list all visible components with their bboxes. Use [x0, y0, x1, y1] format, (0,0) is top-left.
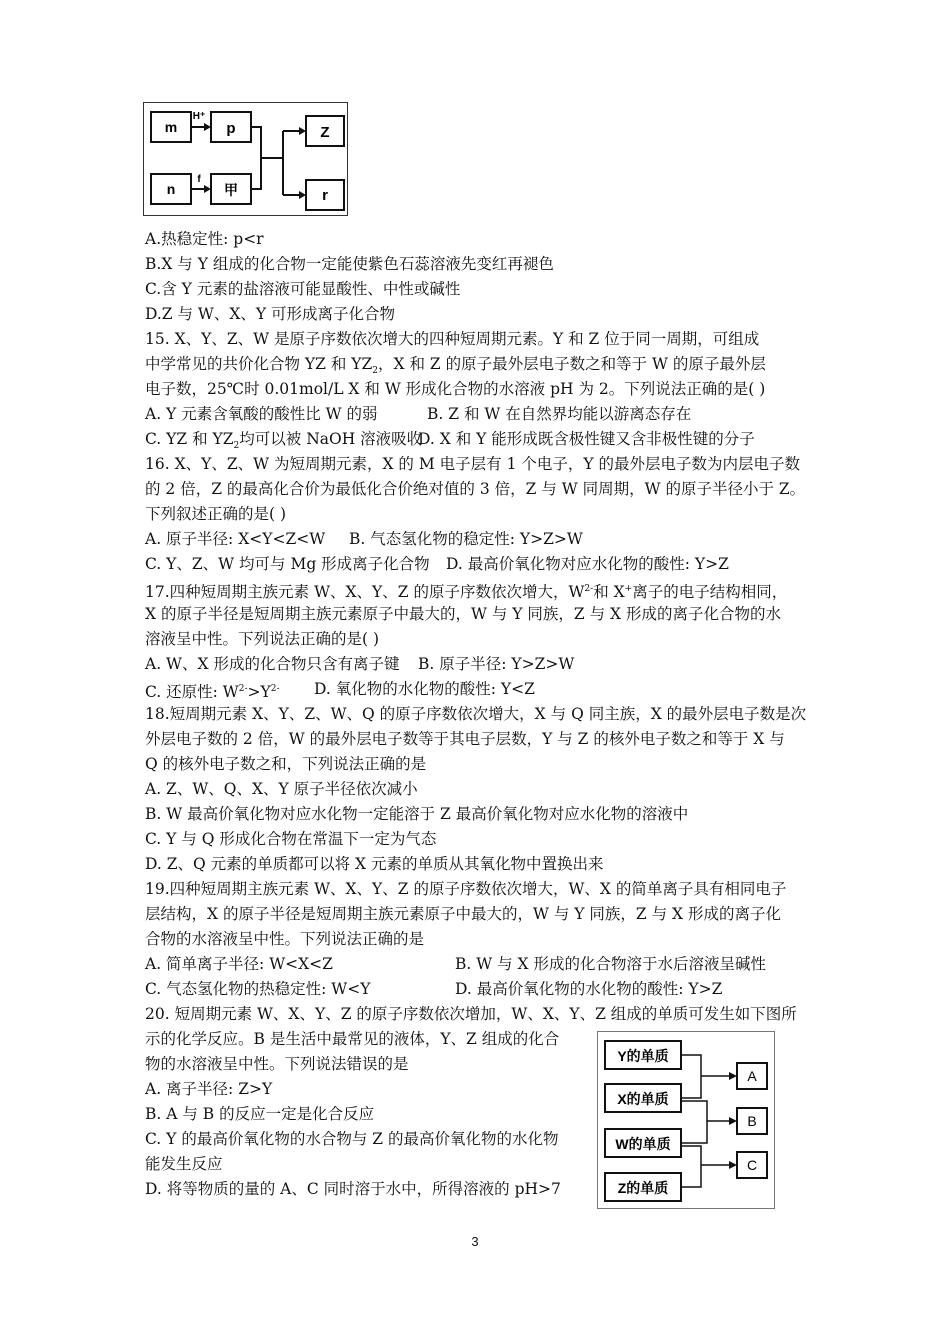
- q15-stem-line1: 15. X、Y、Z、W 是原子序数依次增大的四种短周期元素。Y 和 Z 位于同一周期，可组成: [145, 330, 760, 348]
- q16-option-a: A. 原子半径: X<Y<Z<W: [145, 530, 326, 548]
- q19-option-c: C. 气态氢化物的热稳定性: W<Y: [145, 980, 371, 998]
- q14-option-d: D.Z 与 W、X、Y 可形成离子化合物: [145, 305, 396, 323]
- q18-stem-line2: 外层电子数的 2 倍，W 的最外层电子数等于其电子层数，Y 与 Z 的核外电子数之和等于 X 与: [145, 730, 785, 748]
- q20-stem-line1: 20. 短周期元素 W、X、Y、Z 的原子序数依次增加，W、X、Y、Z 组成的单质可发生如下图所: [145, 1005, 797, 1023]
- q20-option-b: B. A 与 B 的反应一定是化合反应: [145, 1105, 375, 1123]
- q15-stem-line3: 电子数，25℃时 0.01mol/L X 和 W 形成化合物的水溶液 pH 为 2。下列说法正确的是( ): [145, 380, 766, 398]
- q17-option-d: D. 氧化物的水化物的酸性: Y<Z: [314, 680, 535, 698]
- label-n: n: [166, 181, 176, 197]
- q14-option-b: B.X 与 Y 组成的化合物一定能使紫色石蕊溶液先变红再褪色: [145, 255, 554, 273]
- q17-stem-line2: X 的原子半径是短周期主族元素原子中最大的，W 与 Y 同族，Z 与 X 形成的离子化合物的水: [145, 605, 781, 623]
- q14-option-c: C.含 Y 元素的盐溶液可能显酸性、中性或碱性: [145, 280, 461, 298]
- q16-option-c: C. Y、Z、W 均可与 Mg 形成离子化合物: [145, 555, 430, 573]
- q19-stem-line3: 合物的水溶液呈中性。下列说法正确的是: [145, 930, 425, 948]
- q16-stem-line2: 的 2 倍，Z 的最高化合价为最低化合价绝对值的 3 倍，Z 与 W 同周期，W 的原子半径小于 Z。: [145, 480, 806, 498]
- q20-option-c-line2: 能发生反应: [145, 1155, 223, 1173]
- label-f: f: [197, 174, 201, 185]
- q17-option-a: A. W、X 形成的化合物只含有离子键: [145, 655, 400, 673]
- label-r: r: [322, 187, 328, 204]
- label-m: m: [164, 119, 178, 135]
- q18-stem-line3: Q 的核外电子数之和，下列说法正确的是: [145, 755, 427, 773]
- q17-option-c: C. 还原性: $W^{2-}>Y^{2-}$: [145, 683, 280, 702]
- q16-option-d: D. 最高价氧化物对应水化物的酸性: Y>Z: [446, 555, 729, 573]
- q15-option-b: B. Z 和 W 在自然界均能以游离态存在: [427, 405, 692, 423]
- reaction-flow-diagram-1: [143, 102, 348, 216]
- label-z-elem: Z的单质: [617, 1180, 669, 1196]
- q16-stem-line3: 下列叙述正确的是( ): [145, 505, 287, 523]
- label-b: B: [747, 1113, 757, 1129]
- label-a: A: [747, 1068, 757, 1084]
- q15-stem-line2: 中学常见的共价化合物 YZ 和 $YZ_2$，X 和 Z 的原子最外层电子数之和等于 W 的原子最外层: [145, 355, 766, 377]
- q18-option-d: D. Z、Q 元素的单质都可以将 X 元素的单质从其氧化物中置换出来: [145, 855, 604, 873]
- q18-stem-line1: 18.短周期元素 X、Y、Z、W、Q 的原子序数依次增大，X 与 Q 同主族，X 的最外层电子数是次: [145, 705, 807, 723]
- label-z: Z: [320, 124, 330, 141]
- label-h-plus: H⁺: [192, 111, 206, 122]
- q20-stem-line2: 示的化学反应。B 是生活中最常见的液体，Y、Z 组成的化合: [145, 1030, 560, 1048]
- q16-stem-line1: 16. X、Y、Z、W 为短周期元素，X 的 M 电子层有 1 个电子，Y 的最外层电子数为内层电子数: [145, 455, 801, 473]
- q18-option-b: B. W 最高价氧化物对应水化物一定能溶于 Z 最高价氧化物对应水化物的溶液中: [145, 805, 689, 823]
- q19-stem-line1: 19.四种短周期主族元素 W、X、Y、Z 的原子序数依次增大，W、X 的简单离子具有相同电子: [145, 880, 787, 898]
- q15-option-d: D. X 和 Y 能形成既含极性键又含非极性键的分子: [418, 430, 755, 448]
- label-w-elem: W的单质: [615, 1136, 671, 1152]
- label-c: C: [746, 1157, 758, 1173]
- label-y-elem: Y的单质: [617, 1048, 669, 1064]
- q18-option-a: A. Z、W、Q、X、Y 原子半径依次减小: [145, 780, 418, 798]
- q18-option-c: C. Y 与 Q 形成化合物在常温下一定为气态: [145, 830, 437, 848]
- q16-option-b: B. 气态氢化物的稳定性: Y>Z>W: [349, 530, 583, 548]
- q14-option-a: A.热稳定性: p<r: [145, 230, 264, 248]
- q19-option-a: A. 简单离子半径: W<X<Z: [145, 955, 333, 973]
- element-reaction-diagram: [597, 1031, 775, 1209]
- q15-option-a: A. Y 元素含氧酸的酸性比 W 的弱: [145, 405, 378, 423]
- q19-option-d: D. 最高价氧化物的水化物的酸性: Y>Z: [455, 980, 723, 998]
- q20-option-d: D. 将等物质的量的 A、C 同时溶于水中，所得溶液的 pH>7: [145, 1180, 561, 1198]
- label-jia: 甲: [224, 182, 238, 198]
- q20-stem-line3: 物的水溶液呈中性。下列说法错误的是: [145, 1055, 409, 1073]
- q19-stem-line2: 层结构，X 的原子半径是短周期主族元素原子中最大的，W 与 Y 同族，Z 与 X 形成的离子化: [145, 905, 781, 923]
- page-number: 3: [471, 1234, 479, 1249]
- q19-option-b: B. W 与 X 形成的化合物溶于水后溶液呈碱性: [455, 955, 766, 973]
- q20-option-c-line1: C. Y 的最高价氧化物的水合物与 Z 的最高价氧化物的水化物: [145, 1130, 559, 1148]
- q15-option-c: C. YZ 和 $YZ_2$均可以被 NaOH 溶液吸收: [145, 430, 423, 452]
- label-x-elem: X的单质: [617, 1091, 669, 1107]
- label-p: p: [226, 120, 236, 137]
- q17-stem-line1: 17.四种短周期主族元素 W、X、Y、Z 的原子序数依次增大，$W^{2-}$和 X+离子的电子结构相同，: [145, 583, 788, 602]
- q20-option-a: A. 离子半径: Z>Y: [145, 1080, 273, 1098]
- q17-option-b: B. 原子半径: Y>Z>W: [418, 655, 575, 673]
- q17-stem-line3: 溶液呈中性。下列说法正确的是( ): [145, 630, 380, 648]
